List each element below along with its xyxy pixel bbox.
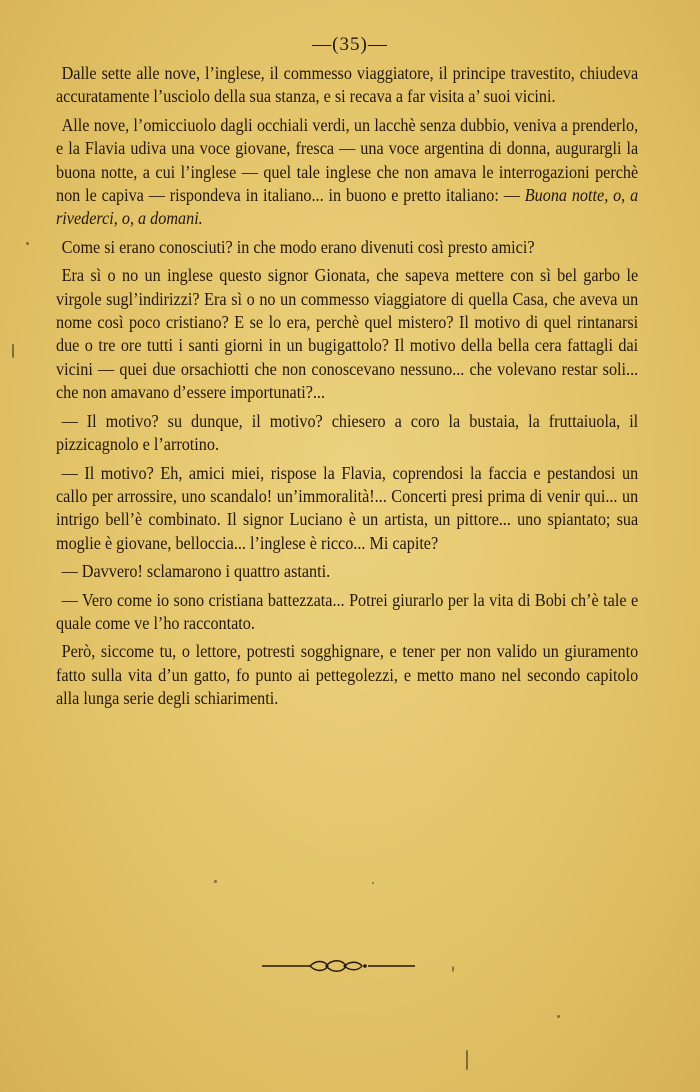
- paragraph: Come si erano conosciuti? in che modo erano divenuti così presto amici?: [61, 236, 535, 257]
- paragraph: — Vero come io sono cristiana battezzata... Potrei giurarlo per la vita di Bobi ch’è tale e quale come ve l’ho raccontato.: [56, 589, 639, 633]
- paragraph: Però, siccome tu, o lettore, potresti sogghignare, e tener per non valido un giuramento fatto sulla vita d’un gatto, fo punto ai pettegolezzi, e metto mano nel secondo capitolo alla lunga serie degli schiarimenti.: [56, 641, 639, 709]
- paragraph: — Il motivo? Eh, amici miei, rispose la Flavia, coprendosi la faccia e pestandosi un callo per arrossire, uno scandalo! un’immoralità!... Concerti presi prima di venir qui... un intrigo bell’è combinato. Il signor Luciano è un artista, un pittore... uno spiantato; sua moglie è giovane, belloccia... l’inglese è ricco... Mi capite?: [56, 462, 639, 553]
- ink-speck: [557, 1015, 560, 1018]
- ink-speck: [12, 344, 14, 358]
- ink-speck: [372, 882, 374, 884]
- italic-quote: Buona notte, o, a rivederci, o, a domani.: [56, 185, 639, 229]
- ink-speck: [466, 1050, 468, 1070]
- paragraph: Dalle sette alle nove, l’inglese, il commesso viaggiatore, il principe travestito, chiudeva accuratamente l’usciolo della sua stanza, e si recava a far visita a’ suoi vicini.: [56, 63, 639, 107]
- body-text: [56, 62, 638, 711]
- ink-speck: [214, 880, 217, 883]
- ink-speck: [26, 242, 29, 245]
- paragraph: — Il motivo? su dunque, il motivo? chiesero a coro la bustaia, la fruttaiuola, il pizzicagnolo e l’arrotino.: [56, 410, 639, 455]
- ink-speck: [452, 966, 454, 972]
- paragraph: Era sì o no un inglese questo signor Gionata, che sapeva mettere con sì bel garbo le virgole sugl’indirizzi? Era sì o no un commesso viaggiatore di quella Casa, che aveva un nome così poco cristiano? E se lo era, perchè quel mistero? Il motivo di quel rintanarsi due o tre ore tutti i santi giorni in un bugigattolo? Il motivo della bella cera fattagli dai vicini — quei due orsachiotti che non conoscevano nessuno... che volevano restar soli... che non amavano d’essere importunati?...: [56, 265, 639, 403]
- page-number: —(35)—: [312, 34, 388, 55]
- ornament-divider: [260, 955, 420, 977]
- paragraph: [56, 114, 638, 231]
- paragraph: — Davvero! sclamarono i quattro astanti.: [61, 561, 331, 582]
- paragraph-text: Alle nove, l’omicciuolo dagli occhiali verdi, un lacchè senza dubbio, veniva a prenderlo, e la Flavia udiva una voce giovane, fresca — una voce argentina di donna, augurargli la buona notte, a cui l’inglese — quel tale inglese che non amava le interrogazioni perchè non le capiva — rispondeva in italiano... in buono e pretto italiano: —: [56, 114, 639, 206]
